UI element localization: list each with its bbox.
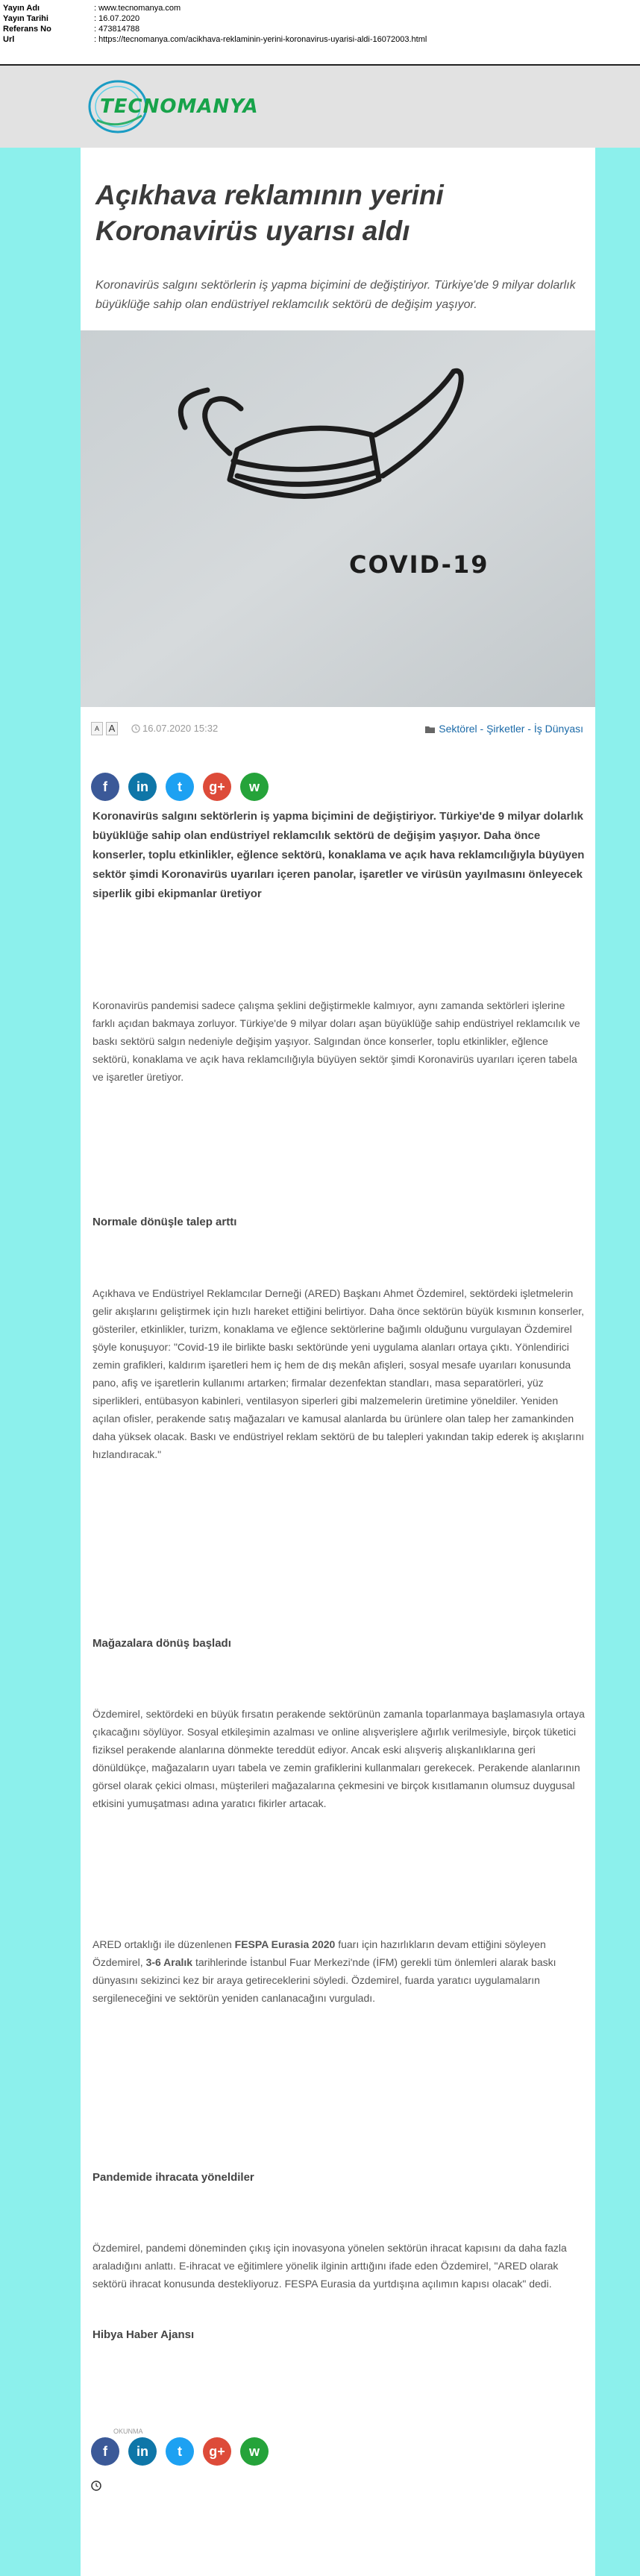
clock-icon	[131, 724, 140, 733]
article-container	[81, 148, 595, 2576]
font-increase-button[interactable]: A	[106, 722, 118, 735]
publication-metadata	[0, 0, 640, 64]
paragraph	[92, 1935, 585, 2007]
whatsapp-share-button[interactable]: w	[240, 2437, 269, 2466]
meta-key: Yayın Adı	[3, 4, 40, 13]
site-logo[interactable]	[82, 77, 313, 136]
facebook-share-button[interactable]: f	[91, 773, 119, 801]
logo-text: TECNOMANYA	[100, 95, 259, 118]
article-source: Hibya Haber Ajansı	[92, 2328, 195, 2341]
meta-key: Yayın Tarihi	[3, 14, 48, 23]
category-links[interactable]	[424, 723, 583, 735]
paragraph-text: fuarı için hazırlıkların devam ettiğini söyleyen Özdemirel,	[92, 1938, 546, 1968]
googleplus-share-button[interactable]: g+	[203, 2437, 231, 2466]
meta-key: Url	[3, 35, 15, 44]
linkedin-share-button[interactable]: in	[128, 2437, 157, 2466]
paragraph: Özdemirel, sektördeki en büyük fırsatın perakende sektörünün zamanla toparlanmaya başlamasıyla ortaya çıkacağını söylüyor. Sosyal etkileşimin azalması ve online alışverişlere ağırlık verilmesiyle, birçok tüketici fiziksel perakende alanlarına dönmekte tereddüt ediyor. Ancak eski alışveriş alışkanlıklarına geri dönüldükçe, mağazaların uyarı tabela ve zemin grafiklerini kullanmaları gerekecek. Perakende alanlarının görsel olarak çekici olması, müşterileri mağazalarına çekmesini ve birçok kısıtlamanın olumsuz duygusal etkisini yumuşatması adına yaratıcı fikirler artacak.	[92, 1708, 585, 1809]
section-heading: Normale dönüşle talep arttı	[92, 1216, 237, 1228]
paragraph-text: tarihlerinde İstanbul Fuar Merkezi'nde (İFM) gerekli tüm önlemleri alarak baskı dünyasını sekizinci kez bir araya getireceklerini söyledi. Özdemirel, fuarda yaratıcı uygulamaların sergileneceğini ve sektörün yeniden canlanacağını vurguladı.	[92, 1956, 556, 2004]
meta-value: : 16.07.2020	[94, 14, 140, 23]
paragraph: Özdemirel, pandemi döneminden çıkış için inovasyona yönelen sektörün ihracat kapısını da daha fazla araladığını anlattı. E-ihracat ve eğitimlere yönelik ilginin arttığını ifade eden Özdemirel, "ARED olarak sektörü ihracat konusunda destekliyoruz. FESPA Eurasia da yurtdışına açılımın kapısı olacak" dedi.	[92, 2242, 567, 2290]
twitter-share-button[interactable]: t	[166, 2437, 194, 2466]
article-summary: Koronavirüs salgını sektörlerin iş yapma biçimini de değiştiriyor. Türkiye'de 9 milyar dolarlık büyüklüğe sahip olan endüstriyel reklamcılık sektörü de değişim yaşıyor.	[95, 279, 576, 311]
category-text[interactable]: Sektörel - Şirketler - İş Dünyası	[439, 723, 583, 735]
paragraph-text: ARED ortaklığı ile düzenlenen	[92, 1938, 235, 1950]
twitter-share-button[interactable]: t	[166, 773, 194, 801]
article-lead: Koronavirüs salgını sektörlerin iş yapma biçimini de değiştiriyor. Türkiye'de 9 milyar dolarlık büyüklüğe sahip olan endüstriyel reklamcılık sektörü de değişim yaşıyor. Daha önce konserler, toplu etkinlikler, eğlence sektörü, konaklama ve açık hava reklamcılığıyla büyüyen sektör şimdi Koronavirüs uyarıları içeren panolar, işaretler ve virüsün yayılmasını önleyecek siperlik gibi ekipmanlar üretiyor	[92, 810, 585, 900]
read-count-label: OKUNMA	[113, 2428, 143, 2435]
clock-icon	[91, 2481, 101, 2491]
article-title: Açıkhava reklamının yerini Koronavirüs uyarısı aldı	[95, 180, 444, 246]
paragraph: Açıkhava ve Endüstriyel Reklamcılar Derneği (ARED) Başkanı Ahmet Özdemirel, sektördeki işletmelerin gelir akışlarını geliştirmek için hızlı hareket ettiğini belirtiyor. Daha önce sektörün büyük kısmının konserler, gösteriler, etkinlikler, turizm, konaklama ve eğlence sektörlerine bağımlı olduğunu vurgulayan Özdemirel şöyle konuşuyor: "Covid-19 ile birlikte baskı sektöründe yeni uygulama alanları ortaya çıktı. Yönlendirici zemin grafikleri, kaldırım işaretleri hem iç hem de dış mekân afişleri, sosyal mesafe uyarıları konusunda pano, afiş ve işaretlerin kullanımı artarken; firmalar dezenfektan standları, masa separatörleri, yüz siperlikleri, entübasyon kabinleri, ventilasyon siperleri gibi malzemelerin üretimine yöneldiler. Yeniden açılan ofisler, perakende satış mağazaları ve kamusal alanlarda bu ürünlere olan talep her zamankinden daha yüksek olacak. Baskı ve endüstriyel reklam sektörü de bu talepleri yakından takip ederek iş akışlarını hızlandıracak."	[92, 1287, 585, 1460]
hero-covid-text: COVID-19	[349, 550, 489, 579]
googleplus-share-button[interactable]: g+	[203, 773, 231, 801]
whatsapp-share-button[interactable]: w	[240, 773, 269, 801]
font-decrease-button[interactable]: A	[91, 722, 103, 735]
hero-image	[81, 330, 595, 707]
facebook-share-button[interactable]: f	[91, 2437, 119, 2466]
event-name: FESPA Eurasia 2020	[234, 1938, 336, 1950]
publish-date-text: 16.07.2020 15:32	[142, 723, 219, 734]
folder-icon	[424, 725, 436, 734]
page-side-right	[595, 148, 640, 2576]
section-heading: Pandemide ihracata yöneldiler	[92, 2171, 254, 2184]
section-heading: Mağazalara dönüş başladı	[92, 1637, 231, 1650]
event-dates: 3-6 Aralık	[145, 1956, 193, 1968]
site-header	[0, 66, 640, 148]
meta-key: Referans No	[3, 25, 51, 34]
meta-value: : 473814788	[94, 25, 140, 34]
paragraph: Koronavirüs pandemisi sadece çalışma şeklini değiştirmekle kalmıyor, aynı zamanda sektörleri işlerine farklı açıdan bakmaya zorluyor. Türkiye'de 9 milyar doları aşan büyüklüğe sahip endüstriyel reklamcılık ve baskı sektörü salgın nedeniyle değişim yaşıyor. Salgından önce konserler, toplu etkinlikler, eğlence sektörü, konaklama ve açık hava reklamcılığıyla büyüyen sektör şimdi Koronavirüs uyarıları içeren tabela ve işaretler üretiyor.	[92, 999, 580, 1083]
meta-value: : www.tecnomanya.com	[94, 4, 181, 13]
article-toolbar	[91, 720, 583, 738]
page-side-left	[0, 148, 81, 2576]
publish-date	[131, 723, 218, 734]
linkedin-share-button[interactable]: in	[128, 773, 157, 801]
meta-value: : https://tecnomanya.com/acikhava-reklaminin-yerini-koronavirus-uyarisi-aldi-16072003.html	[94, 35, 427, 44]
